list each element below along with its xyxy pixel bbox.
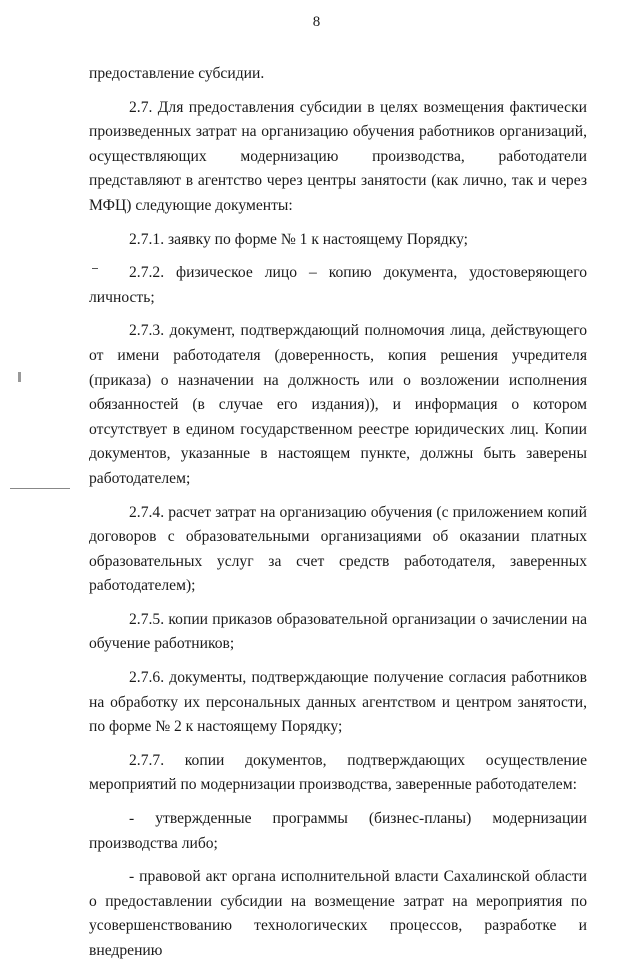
paragraph: 2.7.7. копии документов, подтверждающих осуществление мероприятий по модернизации производства, заверенные работодателем: [89,751,587,794]
scan-mark [10,488,70,489]
paragraph: 2.7.1. заявку по форме № 1 к настоящему Порядку; [129,230,468,248]
scan-mark [18,372,21,382]
paragraph: 2.7.3. документ, подтверждающий полномочия лица, действующего от имени работодателя (доверенность, копия решения учредителя (приказа) о назначении на должность или о возложении исполнения обязанностей (в случае его издания)), и информация о котором отсутствует в едином государственном реестре юридических лиц. Копии документов, указанные в настоящем пункте, должны быть заверены работодателем; [89,322,587,487]
document-body [89,62,587,973]
paragraph: - утвержденные программы (бизнес-планы) модернизации производства либо; [89,810,587,852]
paragraph: 2.7.5. копии приказов образовательной организации о зачислении на обучение работников; [89,610,587,653]
page-number: 8 [312,14,321,30]
paragraph: 2.7. Для предоставления субсидии в целях возмещения фактически произведенных затрат на организацию обучения работников организаций, осуществляющих модернизацию производства, работодатели представляют в агентство через центры занятости (как лично, так и через МФЦ) следующие документы: [89,98,587,214]
paragraph: предоставление субсидии. [89,65,265,82]
paragraph: - правовой акт органа исполнительной власти Сахалинской области о предоставлении субсидии на возмещение затрат на мероприятия по усовершенствованию технологических процессов, разработке и внедрению [89,868,587,959]
paragraph: 2.7.2. физическое лицо – копию документа, удостоверяющего личность; [89,264,587,306]
paragraph: 2.7.6. документы, подтверждающие получение согласия работников на обработку их персональных данных агентством и центром занятости, по форме № 2 к настоящему Порядку; [89,669,587,736]
paragraph: 2.7.4. расчет затрат на организацию обучения (с приложением копий договоров с образовательными организациями об оказании платных образовательных услуг за счет средств работодателя, заверенных работодателем); [89,503,587,595]
